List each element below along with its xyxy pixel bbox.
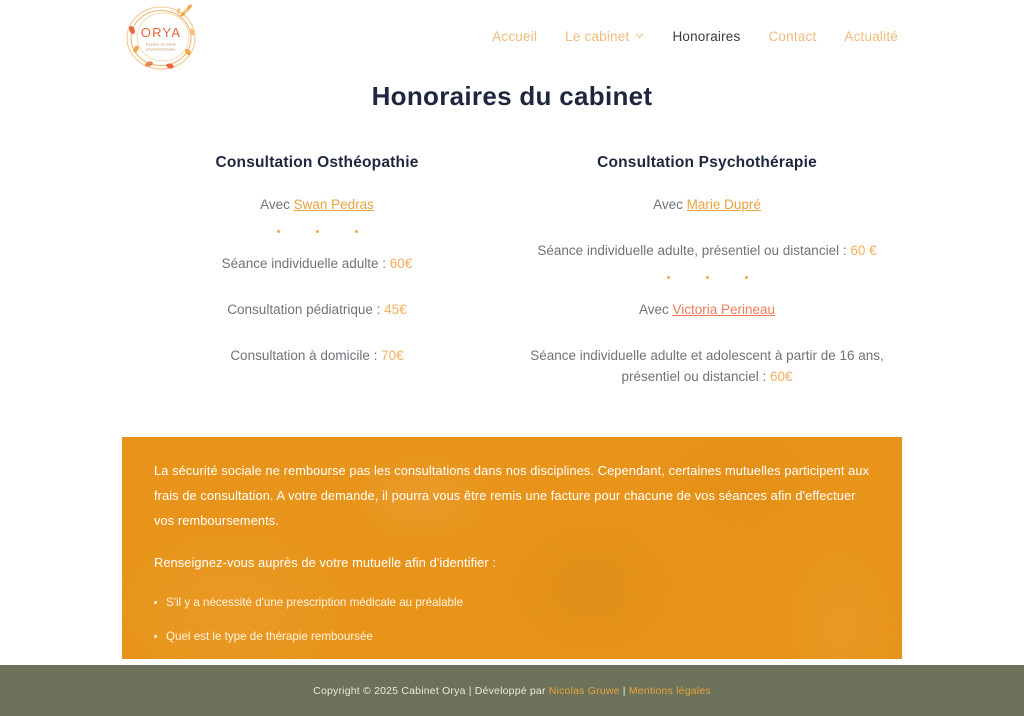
footer-separator: | [619, 684, 629, 697]
nav-item-honoraires[interactable] [658, 27, 754, 47]
price-label: Séance individuelle adulte, présentiel ou distanciel : [537, 243, 851, 258]
price-label: Consultation pédiatrique : [227, 302, 385, 317]
nav-label: Le cabinet [565, 29, 630, 44]
site-logo[interactable] [118, 2, 204, 74]
page-title: Honoraires du cabinet [371, 81, 653, 111]
practitioner-link-marie-dupre[interactable]: Marie Dupré [686, 197, 761, 212]
price-value: 60 € [850, 243, 877, 258]
price-label: Séance individuelle adulte : [221, 256, 390, 271]
chevron-down-icon [635, 31, 644, 40]
practitioner-prefix: Avec [653, 197, 687, 212]
nav-label: Actualité [844, 29, 898, 44]
footer-text [313, 685, 711, 697]
svg-text:ORYA: ORYA [140, 25, 182, 40]
main-navigation [478, 27, 912, 47]
divider-dot [706, 276, 709, 279]
practitioner-line [522, 194, 892, 216]
nav-label: Honoraires [672, 29, 741, 44]
practitioner-prefix: Avec [260, 197, 294, 212]
price-row [522, 240, 892, 262]
divider-dot [316, 230, 319, 233]
price-value: 60€ [770, 369, 793, 384]
nav-item-actualite[interactable] [830, 27, 912, 47]
divider-dot [667, 276, 670, 279]
nav-item-accueil[interactable] [478, 27, 551, 47]
nav-label: Contact [768, 29, 817, 44]
price-label-line1: Séance individuelle adulte et adolescent à partir de 16 ans, [530, 348, 884, 363]
svg-text:pluridisciplinaire: pluridisciplinaire [146, 47, 176, 52]
list-item: S'il y a nécessité d'une prescription médicale au préalable [154, 592, 870, 614]
price-row [132, 345, 502, 367]
notice-paragraph-2: Renseignez-vous auprès de votre mutuelle afin d'identifier : [154, 555, 497, 570]
footer-link-mentions-legales[interactable]: Mentions légales [628, 684, 711, 697]
price-row [522, 345, 892, 387]
footer-copyright: Copyright © 2025 Cabinet Orya | Développé par [313, 684, 549, 697]
practitioner-link-victoria-perineau[interactable]: Victoria Perineau [672, 302, 776, 317]
orya-logo-icon [118, 2, 204, 74]
nav-item-contact[interactable] [754, 27, 830, 47]
svg-text:Espace de santé: Espace de santé [146, 42, 176, 47]
price-value: 45€ [384, 302, 407, 317]
column-psychotherapie [512, 154, 902, 401]
price-label-line2: présentiel ou distanciel : [621, 369, 771, 384]
site-footer [0, 665, 1024, 716]
site-header [0, 0, 1024, 75]
practitioner-prefix: Avec [638, 302, 673, 317]
list-item: Quel est le type de thérapie remboursée [154, 626, 870, 648]
divider-dot [745, 276, 748, 279]
practitioner-line [522, 299, 892, 321]
nav-label: Accueil [492, 29, 538, 44]
pricing-columns [0, 154, 1024, 401]
dots-divider [132, 230, 502, 233]
price-value: 70€ [381, 348, 404, 363]
practitioner-line [132, 194, 502, 216]
reimbursement-notice [122, 437, 902, 659]
nav-item-le-cabinet[interactable] [551, 27, 658, 47]
column-osteopathie [122, 154, 512, 401]
dots-divider [522, 276, 892, 279]
column-heading: Consultation Psychothérapie [597, 154, 817, 171]
divider-dot [277, 230, 280, 233]
footer-link-developer[interactable]: Nicolas Gruwe [548, 684, 620, 697]
divider-dot [355, 230, 358, 233]
price-label: Consultation à domicile : [230, 348, 382, 363]
price-row [132, 253, 502, 275]
price-value: 60€ [389, 256, 413, 271]
column-heading: Consultation Osthéopathie [215, 154, 419, 171]
practitioner-link-swan-pedras[interactable]: Swan Pedras [293, 197, 374, 212]
price-row [132, 299, 502, 321]
notice-paragraph-1: La sécurité sociale ne rembourse pas les consultations dans nos disciplines. Cependant, certaines mutuelles participent aux frais de consultation. A votre demande, il pourra vous être remis une facture pour chacune de vos séances afin d'effectuer vos remboursements. [154, 463, 870, 528]
